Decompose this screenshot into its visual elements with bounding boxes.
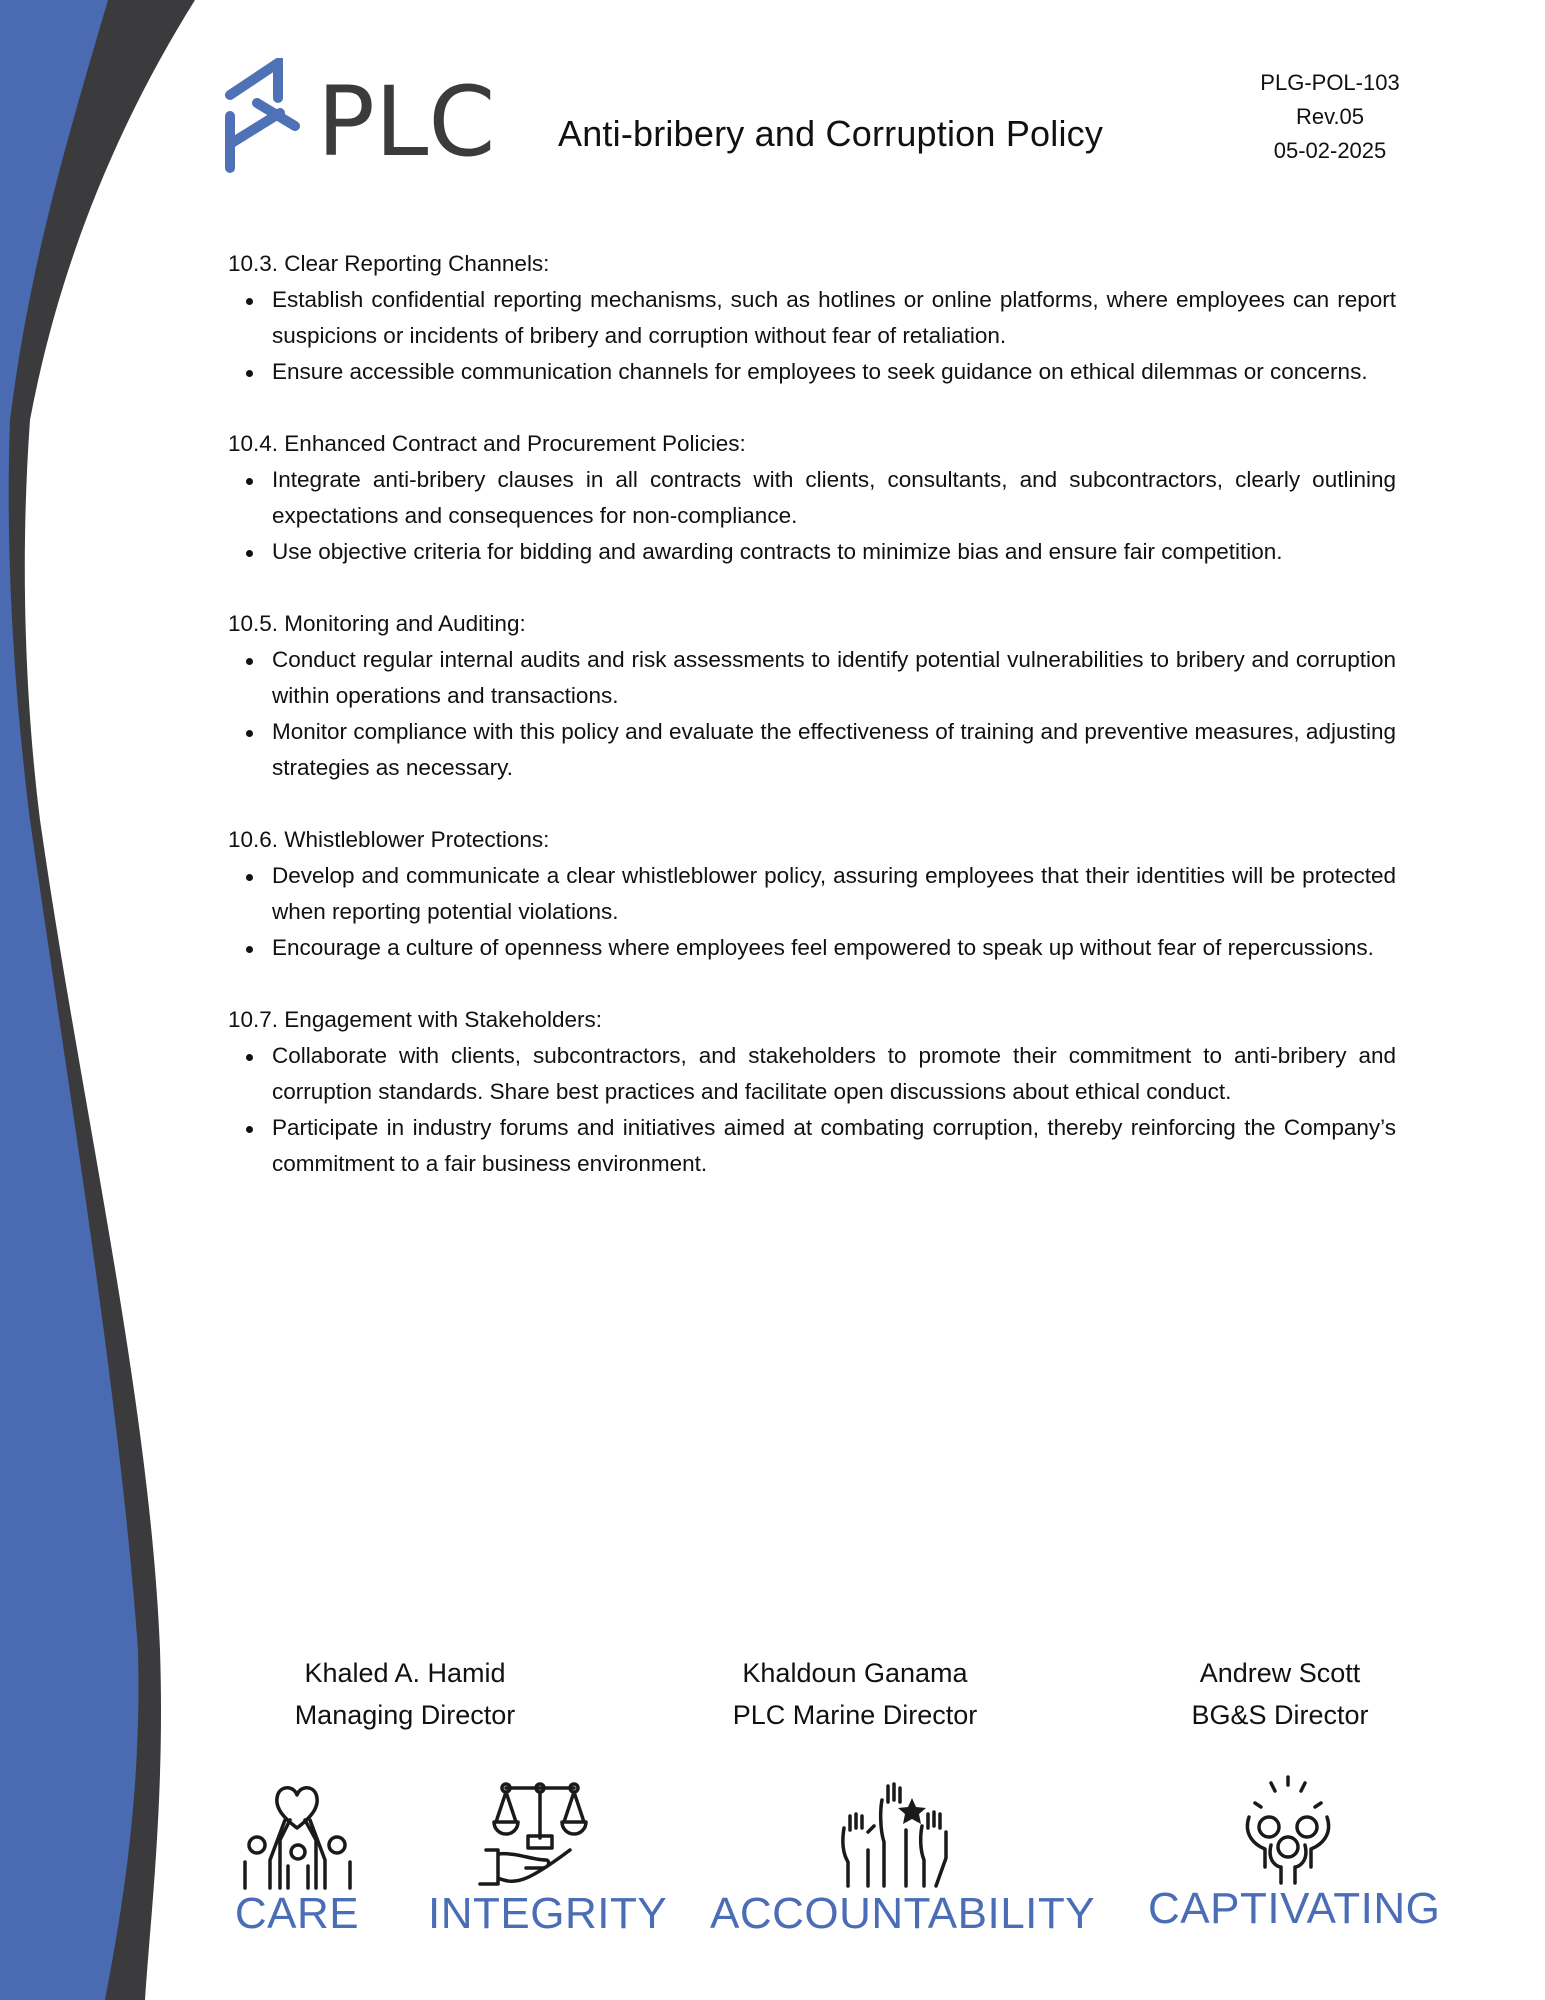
bullet-item: Monitor compliance with this policy and evaluate the effectiveness of training and preventive measures, adjusting strategies as necessary. [228, 714, 1396, 786]
raised-hands-star-icon [838, 1780, 953, 1890]
policy-section [228, 822, 1396, 966]
bullet-item: Integrate anti-bribery clauses in all contracts with clients, consultants, and subcontractors, clearly outlining expectations and consequences for non-compliance. [228, 462, 1396, 534]
signatory-role: BG&S Director [1191, 1700, 1369, 1730]
bullet-list [228, 282, 1396, 390]
bullet-item: Establish confidential reporting mechanisms, such as hotlines or online platforms, where employees can report suspicions or incidents of bribery and corruption without fear of retaliation. [228, 282, 1396, 354]
bullet-item: Use objective criteria for bidding and awarding contracts to minimize bias and ensure fair competition. [228, 534, 1396, 570]
signatory-role: PLC Marine Director [732, 1700, 978, 1730]
bullet-list [228, 1038, 1396, 1182]
signatory-name: Khaled A. Hamid [304, 1658, 506, 1688]
bullet-item: Conduct regular internal audits and risk assessments to identify potential vulnerabilities to bribery and corruption within operations and transactions. [228, 642, 1396, 714]
policy-section [228, 606, 1396, 786]
section-heading: 10.7. Engagement with Stakeholders: [228, 1007, 602, 1032]
plc-logo-mark-icon [225, 58, 505, 178]
value-label: INTEGRITY [428, 1889, 668, 1938]
policy-section [228, 246, 1396, 390]
value-label: CARE [234, 1889, 360, 1938]
policy-content [228, 246, 1396, 1218]
value-accountability [710, 1780, 1096, 1938]
value-care [232, 1780, 362, 1938]
signatory-name: Andrew Scott [1199, 1658, 1361, 1688]
value-captivating [1148, 1775, 1441, 1933]
logo-wordmark: PLC [317, 66, 496, 178]
section-heading: 10.5. Monitoring and Auditing: [228, 611, 526, 636]
section-heading: 10.4. Enhanced Contract and Procurement Policies: [228, 431, 746, 456]
policy-section [228, 426, 1396, 570]
cheering-people-icon [1231, 1775, 1346, 1885]
signatory-name: Khaldoun Ganama [742, 1658, 968, 1688]
signatory [1100, 1652, 1460, 1736]
document-meta [1240, 66, 1420, 168]
scales-hand-icon [476, 1780, 591, 1890]
bullet-item: Ensure accessible communication channels for employees to seek guidance on ethical dilemmas or concerns. [228, 354, 1396, 390]
bullet-item: Develop and communicate a clear whistleblower policy, assuring employees that their identities will be protected when reporting potential violations. [228, 858, 1396, 930]
bullet-list [228, 462, 1396, 570]
policy-section [228, 1002, 1396, 1182]
document-code: PLG-POL-103 [1260, 70, 1400, 95]
bullet-item: Collaborate with clients, subcontractors, and stakeholders to promote their commitment to anti-bribery and corruption standards. Share best practices and facilitate open discussions about ethical conduct. [228, 1038, 1396, 1110]
plc-logo [225, 58, 505, 178]
heart-hands-icon [240, 1780, 355, 1890]
signatory-role: Managing Director [294, 1700, 516, 1730]
bullet-list [228, 858, 1396, 966]
section-heading: 10.3. Clear Reporting Channels: [228, 251, 550, 276]
document-title: Anti-bribery and Corruption Policy [558, 113, 1104, 154]
signatory [675, 1652, 1035, 1736]
bullet-item: Encourage a culture of openness where employees feel empowered to speak up without fear of repercussions. [228, 930, 1396, 966]
section-heading: 10.6. Whistleblower Protections: [228, 827, 550, 852]
company-values [0, 1780, 1545, 2000]
bullet-item: Participate in industry forums and initiatives aimed at combating corruption, thereby reinforcing the Company’s commitment to a fair business environment. [228, 1110, 1396, 1182]
value-label: CAPTIVATING [1148, 1884, 1441, 1933]
bullet-list [228, 642, 1396, 786]
document-date: 05-02-2025 [1273, 138, 1387, 163]
signatory [225, 1652, 585, 1736]
value-label: ACCOUNTABILITY [710, 1889, 1096, 1938]
document-revision: Rev.05 [1295, 104, 1365, 129]
side-swoosh-decoration [0, 0, 260, 2000]
value-integrity [428, 1780, 668, 1938]
